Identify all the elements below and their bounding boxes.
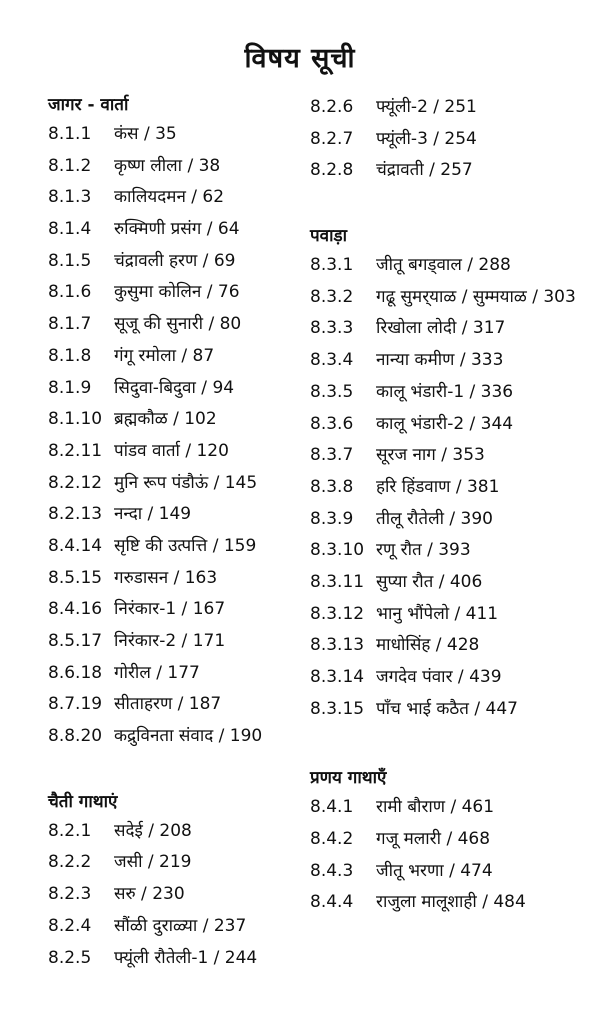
entry-number: 8.3.11 <box>310 571 365 592</box>
entry-title-page: फ्यूंली रौतेली-1 / 244 <box>114 947 258 968</box>
section-chaiti <box>48 789 328 974</box>
toc-entry <box>310 567 590 599</box>
toc-entry <box>48 341 328 373</box>
entry-title-page: जसी / 219 <box>114 852 192 873</box>
entry-title-page: नन्दा / 149 <box>114 504 192 525</box>
entry-number: 8.3.7 <box>310 445 354 466</box>
toc-entry <box>310 377 590 409</box>
entry-title-page: माधोसिंह / 428 <box>376 635 480 656</box>
toc-entry <box>48 847 328 879</box>
entry-number: 8.3.5 <box>310 381 354 402</box>
entry-title-page: गोरील / 177 <box>114 662 200 683</box>
entry-number: 8.3.2 <box>310 286 354 307</box>
section-heading: जागर - वार्ता <box>48 95 129 115</box>
entry-number: 8.1.7 <box>48 314 92 335</box>
entry-number: 8.6.18 <box>48 662 103 683</box>
section-heading: पवाड़ा <box>310 226 348 247</box>
toc-entry <box>48 594 328 626</box>
toc-entry <box>48 816 328 848</box>
entry-title-page: गढू सुमर्‌याळ / सुम्मयाळ / 303 <box>376 286 576 307</box>
entry-title-page: रिखोला लोदी / 317 <box>376 318 506 339</box>
entry-list <box>310 92 590 187</box>
entry-list <box>48 119 328 753</box>
toc-entry <box>310 504 590 536</box>
toc-entry <box>48 404 328 436</box>
entry-number: 8.4.2 <box>310 829 354 850</box>
entry-title-page: सूजू की सुनारी / 80 <box>114 314 242 335</box>
toc-entry <box>310 345 590 377</box>
entry-title-page: कद्रुविनता संवाद / 190 <box>114 726 263 747</box>
entry-title-page: कुसुमा कोलिन / 76 <box>114 282 240 303</box>
entry-number: 8.3.6 <box>310 413 354 434</box>
entry-title-page: पाँच भाई कठैत / 447 <box>376 698 518 719</box>
entry-number: 8.3.1 <box>310 255 354 276</box>
toc-entry <box>310 250 590 282</box>
left-column <box>48 92 328 974</box>
toc-entry <box>48 499 328 531</box>
toc-entry <box>48 563 328 595</box>
entry-number: 8.4.4 <box>310 892 354 913</box>
toc-entry <box>48 151 328 183</box>
entry-number: 8.1.5 <box>48 250 92 271</box>
entry-number: 8.2.12 <box>48 472 103 493</box>
entry-title-page: चंद्रावती / 257 <box>376 160 473 181</box>
toc-entry <box>48 721 328 753</box>
entry-number: 8.4.16 <box>48 599 103 620</box>
toc-entry <box>310 409 590 441</box>
entry-title-page: रामी बौराण / 461 <box>376 797 495 818</box>
entry-number: 8.8.20 <box>48 726 103 747</box>
entry-number: 8.5.15 <box>48 567 103 588</box>
toc-entry <box>310 472 590 504</box>
entry-title-page: रणू रौत / 393 <box>376 540 471 561</box>
toc-entry <box>310 887 590 919</box>
entry-number: 8.3.4 <box>310 350 354 371</box>
entry-number: 8.2.11 <box>48 440 103 461</box>
entry-list <box>310 250 590 725</box>
entry-title-page: भानु भौंपेलो / 411 <box>376 603 499 624</box>
toc-entry <box>48 531 328 563</box>
entry-number: 8.2.13 <box>48 504 103 525</box>
entry-number: 8.4.1 <box>310 797 354 818</box>
entry-number: 8.1.2 <box>48 155 92 176</box>
toc-entry <box>48 626 328 658</box>
entry-title-page: कालू भंडारी-2 / 344 <box>376 413 514 434</box>
toc-entry <box>310 124 590 156</box>
toc-entry <box>310 792 590 824</box>
entry-number: 8.1.4 <box>48 219 92 240</box>
right-column <box>310 92 590 919</box>
entry-title-page: फ्यूंली-3 / 254 <box>376 128 477 149</box>
toc-entry <box>310 856 590 888</box>
entry-title-page: नान्या कमीण / 333 <box>376 350 504 371</box>
entry-title-page: कंस / 35 <box>114 124 177 144</box>
entry-title-page: जीतू बगड्वाल / 288 <box>376 255 511 276</box>
entry-number: 8.2.1 <box>48 820 92 841</box>
entry-title-page: चंद्रावली हरण / 69 <box>114 250 236 271</box>
toc-entry <box>48 658 328 690</box>
entry-title-page: कालू भंडारी-1 / 336 <box>376 381 514 402</box>
entry-title-page: सिदुवा-बिदुवा / 94 <box>114 377 235 398</box>
toc-entry <box>48 468 328 500</box>
entry-title-page: सदेई / 208 <box>114 820 192 841</box>
entry-number: 8.1.10 <box>48 409 103 430</box>
entry-number: 8.3.10 <box>310 540 365 561</box>
entry-number: 8.1.8 <box>48 345 92 366</box>
entry-title-page: सरु / 230 <box>114 884 185 905</box>
toc-entry <box>48 119 328 151</box>
entry-title-page: कृष्ण लीला / 38 <box>114 155 221 176</box>
entry-number: 8.3.3 <box>310 318 354 339</box>
entry-title-page: निरंकार-2 / 171 <box>114 631 226 651</box>
entry-title-page: हरि हिंडवाण / 381 <box>376 476 500 497</box>
entry-title-page: जगदेव पंवार / 439 <box>376 667 502 687</box>
toc-entry <box>310 599 590 631</box>
entry-number: 8.4.14 <box>48 535 103 556</box>
toc-entry <box>48 373 328 405</box>
entry-number: 8.4.3 <box>310 860 354 881</box>
toc-entry <box>310 662 590 694</box>
toc-entry <box>48 436 328 468</box>
entry-title-page: निरंकार-1 / 167 <box>114 599 226 620</box>
toc-entry <box>310 535 590 567</box>
entry-number: 8.7.19 <box>48 694 103 715</box>
entry-title-page: सौंळी दुराळ्या / 237 <box>114 915 247 936</box>
entry-number: 8.3.13 <box>310 635 365 656</box>
toc-entry <box>310 282 590 314</box>
section-heading: चैती गाथाएं <box>48 791 118 812</box>
toc-entry <box>48 911 328 943</box>
entry-title-page: रुक्मिणी प्रसंग / 64 <box>114 219 240 240</box>
entry-title-page: तीलू रौतेली / 390 <box>376 508 493 529</box>
toc-entry <box>48 689 328 721</box>
entry-title-page: गजू मलारी / 468 <box>376 829 491 850</box>
toc-entry <box>310 630 590 662</box>
toc-entry <box>48 309 328 341</box>
entry-number: 8.3.9 <box>310 508 354 529</box>
toc-entry <box>48 943 328 975</box>
toc-entry <box>48 879 328 911</box>
entry-title-page: राजुला मालूशाही / 484 <box>376 892 526 913</box>
entry-title-page: जीतू भरणा / 474 <box>376 860 493 881</box>
entry-number: 8.2.3 <box>48 884 92 905</box>
entry-title-page: फ्यूंली-2 / 251 <box>376 97 477 117</box>
entry-title-page: गरुडासन / 163 <box>114 567 218 588</box>
entry-title-page: सीताहरण / 187 <box>114 694 222 715</box>
entry-number: 8.2.5 <box>48 947 92 968</box>
entry-title-page: सूरज नाग / 353 <box>376 445 485 466</box>
toc-entry <box>310 155 590 187</box>
entry-title-page: गंगू रमोला / 87 <box>114 345 215 366</box>
section-jagar-continued <box>310 92 590 187</box>
entry-number: 8.1.3 <box>48 187 92 208</box>
toc-entry <box>310 440 590 472</box>
section-jagar <box>48 92 328 753</box>
toc-entry <box>310 824 590 856</box>
entry-title-page: मुनि रूप पंडौऊं / 145 <box>114 472 258 493</box>
entry-title-page: सृष्टि की उत्पत्ति / 159 <box>114 535 257 556</box>
section-pranay <box>310 765 590 919</box>
entry-title-page: ब्रह्मकौळ / 102 <box>114 409 217 430</box>
entry-number: 8.2.2 <box>48 852 92 873</box>
toc-entry <box>48 214 328 246</box>
entry-number: 8.2.7 <box>310 128 354 149</box>
entry-number: 8.2.8 <box>310 160 354 181</box>
entry-number: 8.5.17 <box>48 631 103 651</box>
entry-title-page: सुप्या रौत / 406 <box>376 571 483 592</box>
toc-entry <box>48 277 328 309</box>
section-pavada <box>310 223 590 725</box>
toc-entry <box>310 694 590 726</box>
entry-number: 8.1.9 <box>48 377 92 398</box>
toc-entry <box>48 246 328 278</box>
entry-title-page: कालियदमन / 62 <box>114 187 225 208</box>
entry-number: 8.2.6 <box>310 97 354 117</box>
entry-list <box>48 816 328 974</box>
entry-number: 8.3.14 <box>310 667 365 687</box>
entry-title-page: पांडव वार्ता / 120 <box>114 440 229 461</box>
toc-entry <box>310 313 590 345</box>
entry-number: 8.3.8 <box>310 476 354 497</box>
page-title: विषय सूची <box>244 43 356 74</box>
entry-number: 8.1.1 <box>48 124 92 144</box>
toc-entry <box>310 92 590 124</box>
entry-number: 8.3.15 <box>310 698 365 719</box>
entry-list <box>310 792 590 919</box>
entry-number: 8.1.6 <box>48 282 92 303</box>
toc-entry <box>48 182 328 214</box>
section-heading: प्रणय गाथाएँ <box>310 768 387 789</box>
entry-number: 8.3.12 <box>310 603 365 624</box>
entry-number: 8.2.4 <box>48 915 92 936</box>
